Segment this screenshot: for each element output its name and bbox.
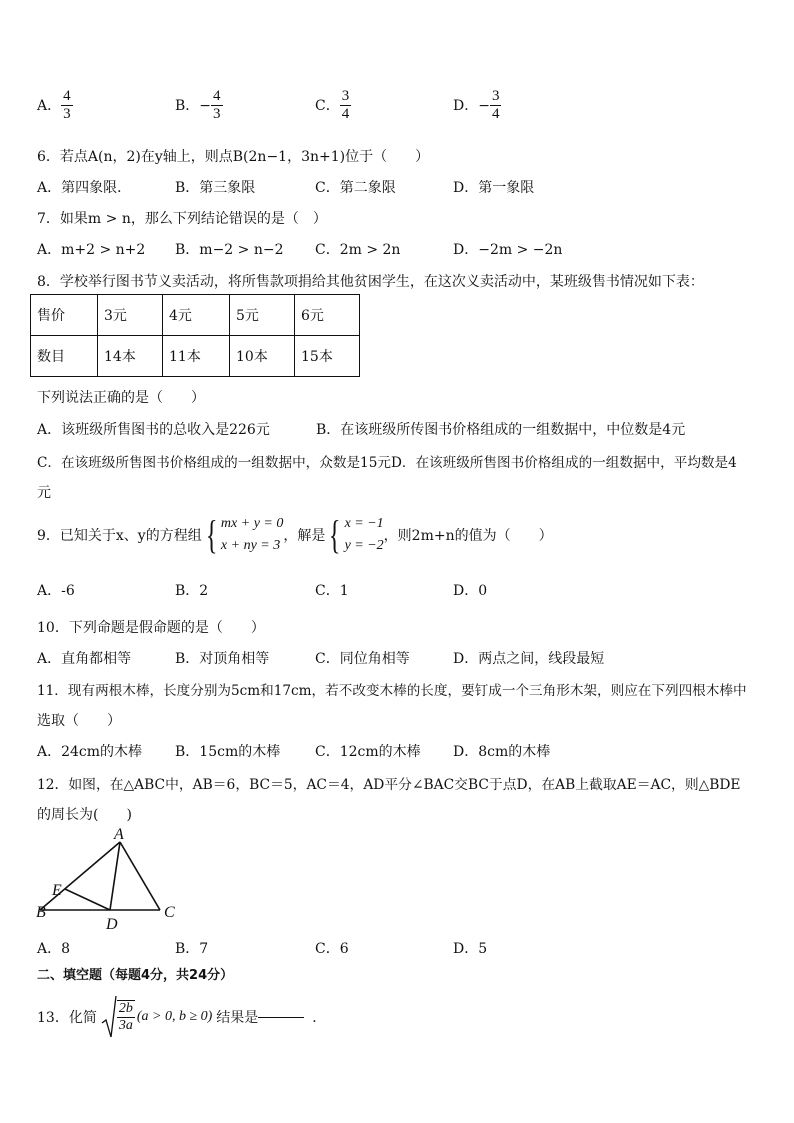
q12-option-b: B．7: [175, 941, 209, 957]
q10-option-b: B．对顶角相等: [175, 651, 270, 667]
q8-option-b: B．在该班级所传图书价格组成的一组数据中，中位数是4元: [316, 422, 686, 438]
q5-option-a: A． $\frac{4}{3}$: [37, 88, 71, 123]
q9-option-a: A．-6: [37, 583, 75, 599]
q13-end: ．: [312, 1010, 327, 1026]
q7-option-a: A．m+2 > n+2: [37, 242, 146, 258]
q6-stem: 6．若点A(n，2)在y轴上，则点B(2n−1，3n+1)位于（ ）: [37, 149, 430, 165]
label-a: A: [114, 826, 124, 843]
q12-triangle-figure: [30, 822, 190, 934]
label-c: C: [164, 904, 175, 921]
q6-option-b: B．第三象限: [175, 180, 256, 196]
q13-prefix: 13．化简: [37, 1010, 97, 1026]
q11-option-c: C．12cm的木棒: [315, 744, 421, 760]
q9-option-b: B．2: [175, 583, 209, 599]
q8-sales-table: [30, 294, 360, 377]
left-brace-icon: {: [205, 512, 218, 557]
q10-stem: 10．下列命题是假命题的是（ ）: [37, 620, 265, 636]
segment-ac: [120, 842, 160, 910]
q11-option-a: A．24cm的木棒: [37, 744, 143, 760]
segment-ed: [65, 889, 110, 910]
q6-option-d: D．第一象限: [453, 180, 535, 196]
table-cell: 15本: [295, 336, 360, 377]
table-cell: 11本: [163, 336, 230, 377]
label-d: D: [106, 916, 118, 933]
table-cell: 数目: [31, 336, 98, 377]
q10-option-c: C．同位角相等: [315, 651, 410, 667]
q11-option-b: B．15cm的木棒: [175, 744, 281, 760]
q9-equation-system: mx + y = 0 x + ny = 3: [220, 516, 284, 553]
q5-option-b: B．− $\frac{4}{3}$: [175, 88, 221, 123]
q13-condition: (a > 0, b ≥ 0): [136, 1009, 213, 1024]
label-b: B: [36, 904, 46, 921]
table-cell: 6元: [295, 295, 360, 336]
q8-option-a: A．该班级所售图书的总收入是226元: [37, 422, 270, 438]
q8-question: 下列说法正确的是（ ）: [37, 390, 205, 406]
q12-stem-line2: 的周长为( ): [37, 807, 132, 823]
q9-stem: [37, 510, 553, 560]
q9-option-c: C．1: [315, 583, 349, 599]
q10-option-d: D．两点之间，线段最短: [453, 651, 605, 667]
table-cell: 4元: [163, 295, 230, 336]
q8-option-c-wrap: 元: [37, 485, 51, 501]
table-row: [31, 295, 360, 336]
label-e: E: [52, 882, 62, 899]
q9-mid: ，解是: [283, 528, 326, 544]
q5-option-d: D．− $\frac{3}{4}$: [453, 88, 500, 123]
q9-solution-system: x = −1 y = −2: [344, 516, 384, 553]
segment-ad: [110, 842, 120, 910]
radicand-fraction: $\frac{2b}{3a}$: [118, 1000, 133, 1033]
section-title: 二、填空题（每题4分，共24分）: [37, 968, 234, 983]
q7-option-b: B．m−2 > n−2: [175, 242, 284, 258]
radical-sign-icon: [101, 995, 117, 1039]
q12-option-d: D．5: [453, 941, 488, 957]
table-cell: 3元: [98, 295, 163, 336]
q9-option-d: D．0: [453, 583, 488, 599]
q12-option-a: A．8: [37, 941, 71, 957]
q10-option-a: A．直角都相等: [37, 651, 132, 667]
q6-option-c: C．第二象限: [315, 180, 396, 196]
q8-stem: 8．学校举行图书节义卖活动，将所售款项捐给其他贫困学生，在这次义卖活动中，某班级售书情况如下表：: [37, 274, 704, 290]
q12-stem-line1: 12．如图，在△ABC中，AB＝6，BC＝5，AC＝4，AD平分∠BAC交BC于点D，在AB上截取AE＝AC，则△BDE: [37, 777, 741, 793]
q9-prefix: 9．已知关于x、y的方程组: [37, 528, 202, 544]
table-cell: 售价: [31, 295, 98, 336]
table-cell: 10本: [230, 336, 295, 377]
answer-blank[interactable]: [258, 1017, 304, 1018]
q12-option-c: C．6: [315, 941, 349, 957]
square-root: [101, 995, 135, 1039]
q5-option-c: C． $\frac{3}{4}$: [315, 88, 350, 123]
table-row: [31, 336, 360, 377]
segment-ab: [40, 842, 120, 910]
q13-stem: [37, 994, 326, 1040]
q13-suffix: 结果是: [216, 1010, 259, 1026]
q11-stem-line1: 11．现有两根木棒，长度分别为5cm和17cm，若不改变木棒的长度，要钉成一个三角形木架，则应在下列四根木棒中: [37, 683, 747, 699]
q7-option-d: D．−2m > −2n: [453, 242, 563, 258]
table-cell: 5元: [230, 295, 295, 336]
q6-option-a: A．第四象限．: [37, 180, 132, 196]
q7-option-c: C．2m > 2n: [315, 242, 401, 258]
left-brace-icon: {: [329, 512, 341, 557]
q8-option-c: C．在该班级所售图书价格组成的一组数据中，众数是15元D．在该班级所售图书价格组成的一组数据中，平均数是4: [37, 455, 737, 471]
table-cell: 14本: [98, 336, 163, 377]
q11-stem-line2: 选取（ ）: [37, 713, 121, 729]
q11-option-d: D．8cm的木棒: [453, 744, 551, 760]
q7-stem: 7．如果m > n，那么下列结论错误的是（ ）: [37, 211, 327, 227]
q9-suffix: ，则2m+n的值为（ ）: [383, 528, 553, 544]
